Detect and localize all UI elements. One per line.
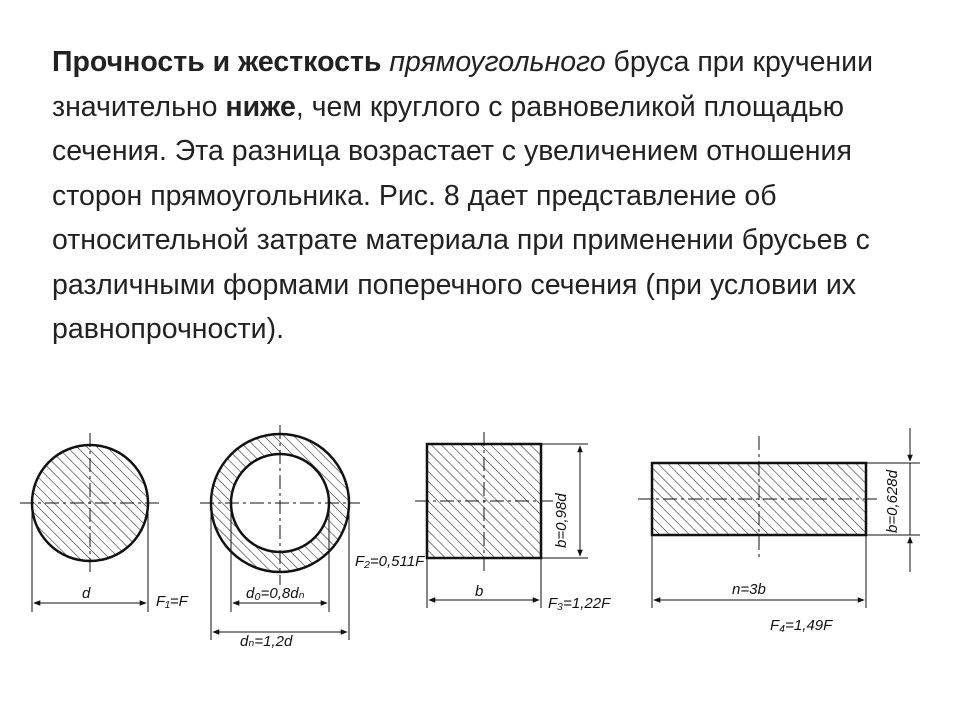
figure-rectangle (638, 428, 920, 634)
figure-solid-circle (20, 433, 189, 612)
cross-section-figures (0, 400, 960, 660)
rectangle-height-label: b=0,628d (884, 470, 901, 533)
italic-word-rectangular: прямоугольного (389, 46, 606, 78)
paragraph-text-2: , чем круглого с равновеликой площадью сечения. Эта разница возрастает с увеличением отношения сторон прямоугольника. Рис. 8 дает представление об относительной затрате материала при применении брусьев с различными формами поперечного сечения (при условии их равнопрочности). (52, 90, 870, 345)
figure-square (415, 432, 611, 612)
square-area-label: F₃=1,22F (548, 595, 611, 612)
ring-outer-dim-label: dₙ=1,2d (240, 633, 293, 650)
figure-ring (200, 425, 425, 650)
ring-inner-dim-label: d₀=0,8dₙ (246, 585, 305, 602)
square-width-label: b (475, 583, 484, 600)
circle-dim-label: d (82, 585, 91, 602)
bold-phrase-strength: Прочность и жесткость (52, 46, 382, 78)
ring-area-label: F₂=0,511F (355, 553, 425, 570)
rectangle-area-label: F₄=1,49F (770, 617, 833, 634)
paragraph-text-1: бруса при кручении значительно (52, 46, 874, 123)
rectangle-width-label: n=3b (732, 581, 766, 598)
bold-word-lower: ниже (225, 90, 296, 123)
circle-area-label: F₁=F (156, 593, 188, 610)
main-paragraph (52, 40, 922, 352)
square-height-label: b=0,98d (553, 493, 570, 548)
